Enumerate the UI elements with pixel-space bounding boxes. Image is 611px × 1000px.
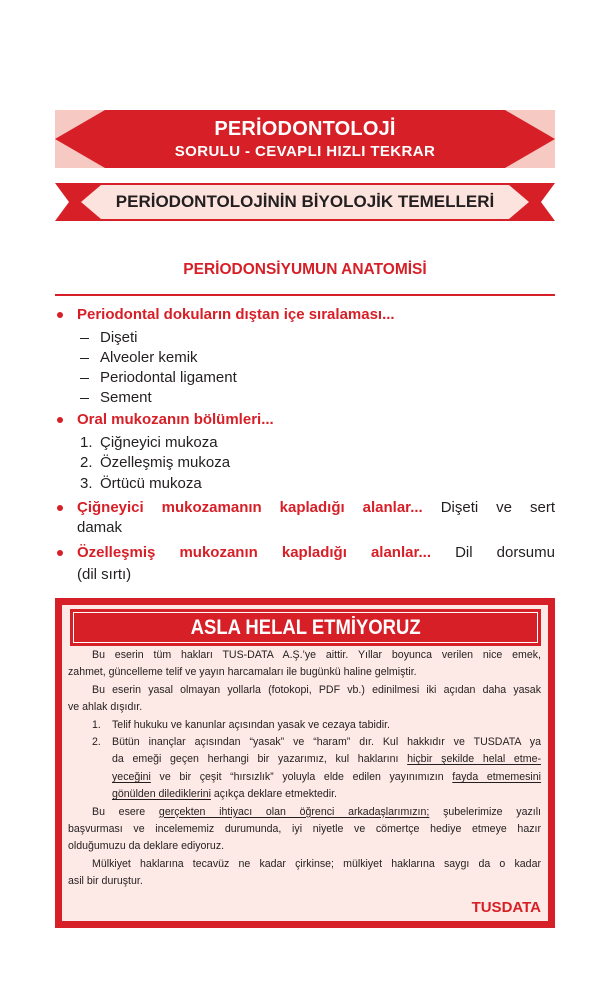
section-divider	[55, 294, 555, 296]
notice-body	[68, 647, 541, 890]
notice-line: başvurması ve incelememiz durumunda, iyi niyetle ve cömertçe hediye etmeye hazır	[68, 822, 541, 835]
question-line	[77, 543, 555, 563]
notice-list-item	[68, 734, 541, 751]
notice-text: da emeği geçen herhangi bir yazarımız, kul haklarını	[112, 753, 399, 766]
question-line	[77, 498, 555, 518]
notice-text: Bütün inançlar açısından “yasak” ve “haram” dır. Kul hakkıdır ve TUSDATA ya	[112, 735, 541, 748]
notice-text: Telif hukuku ve kanunlar açısından yasak ve cezaya tabidir.	[112, 718, 390, 731]
notice-underlined-text: yeceğini	[112, 770, 151, 783]
notice-text: açıkça deklare etmektedir.	[213, 788, 337, 801]
list-item: Özelleşmiş mukoza	[100, 454, 231, 471]
book-title-banner	[55, 110, 555, 168]
notice-line: Bu eserin tüm hakları TUS-DATA A.Ş.’ye aittir. Yıllar boyunca verilen nice emek,	[92, 649, 541, 661]
dash-icon	[80, 398, 89, 399]
dash-icon	[80, 378, 89, 379]
bullet-icon	[57, 312, 63, 318]
question-label: Oral mukozanın bölümleri...	[77, 411, 274, 428]
notice-line: asil bir duruştur.	[68, 875, 143, 888]
bullet-icon	[57, 550, 63, 556]
book-subtitle: SORULU - CEVAPLI HIZLI TEKRAR	[174, 143, 436, 160]
notice-text: şubelerimize yazılı	[443, 805, 541, 818]
notice-line: Bu eserin yasal olmayan yollarla (fotokopi, PDF vb.) edinilmesi iki açıdan daha yasak	[92, 683, 541, 696]
notice-underlined-text: gerçekten ihtiyacı olan öğrenci arkadaşlarımızın;	[158, 805, 430, 818]
dash-icon	[80, 338, 89, 339]
list-item: Sement	[100, 389, 152, 406]
notice-title-bar	[70, 609, 541, 646]
list-item: Çiğneyici mukoza	[100, 434, 218, 451]
book-title: PERİODONTOLOJİ	[214, 118, 396, 140]
notice-line: olduğumuzu da deklare ediyoruz.	[68, 840, 225, 853]
question-label: Çiğneyici mukozamanın kapladığı alanlar...	[77, 499, 423, 516]
chapter-banner	[55, 183, 555, 221]
notice-line: Mülkiyet haklarına tecavüz ne kadar çirkinse; mülkiyet haklarına saygı da o kadar	[92, 857, 541, 870]
list-number: 3.	[80, 475, 93, 492]
list-item: Periodontal ligament	[100, 369, 237, 386]
notice-list-item	[68, 717, 541, 734]
notice-line: ve ahlak dışıdır.	[68, 701, 143, 714]
notice-text: Bu esere	[92, 805, 146, 818]
notice-title: ASLA HELAL ETMİYORUZ	[190, 616, 421, 639]
notice-line	[68, 786, 541, 803]
bullet-icon	[57, 417, 63, 423]
list-item: Örtücü mukoza	[100, 475, 202, 492]
list-number: 1.	[80, 434, 93, 451]
notice-underlined-text: fayda etmemesini	[452, 770, 542, 783]
notice-underlined-text: hiçbir şekilde helal etme-	[407, 753, 541, 766]
publisher-signature: TUSDATA	[471, 899, 541, 916]
question-label: Periodontal dokuların dıştan içe sıralaması...	[77, 306, 395, 323]
notice-line	[68, 804, 541, 821]
notice-line	[68, 769, 541, 786]
notice-line	[68, 751, 541, 768]
notice-list-number: 2.	[92, 735, 101, 748]
notice-underlined-text: gönülden dilediklerini	[112, 788, 211, 801]
bullet-icon	[57, 505, 63, 511]
section-title: PERİODONSİYUMUN ANATOMİSİ	[183, 261, 427, 278]
notice-list-number: 1.	[92, 718, 101, 731]
answer-text: (dil sırtı)	[77, 566, 132, 583]
list-item: Alveoler kemik	[100, 349, 198, 366]
answer-text: Dil dorsumu	[455, 544, 555, 561]
list-number: 2.	[80, 454, 93, 471]
chapter-title: PERİODONTOLOJİNİN BİYOLOJİK TEMELLERİ	[115, 192, 495, 211]
notice-text: ve bir çeşit “hırsızlık” yoluyla elde edilen yayınımızın	[159, 770, 444, 783]
answer-text: Dişeti ve sert	[440, 499, 555, 516]
question-label: Özelleşmiş mukozanın kapladığı alanlar...	[77, 544, 431, 561]
notice-line: zahmet, güncelleme telif ve yayın harcamaları ile bugünkü haline gelmiştir.	[68, 666, 417, 679]
answer-text: damak	[77, 519, 123, 536]
dash-icon	[80, 358, 89, 359]
list-item: Dişeti	[100, 329, 138, 346]
